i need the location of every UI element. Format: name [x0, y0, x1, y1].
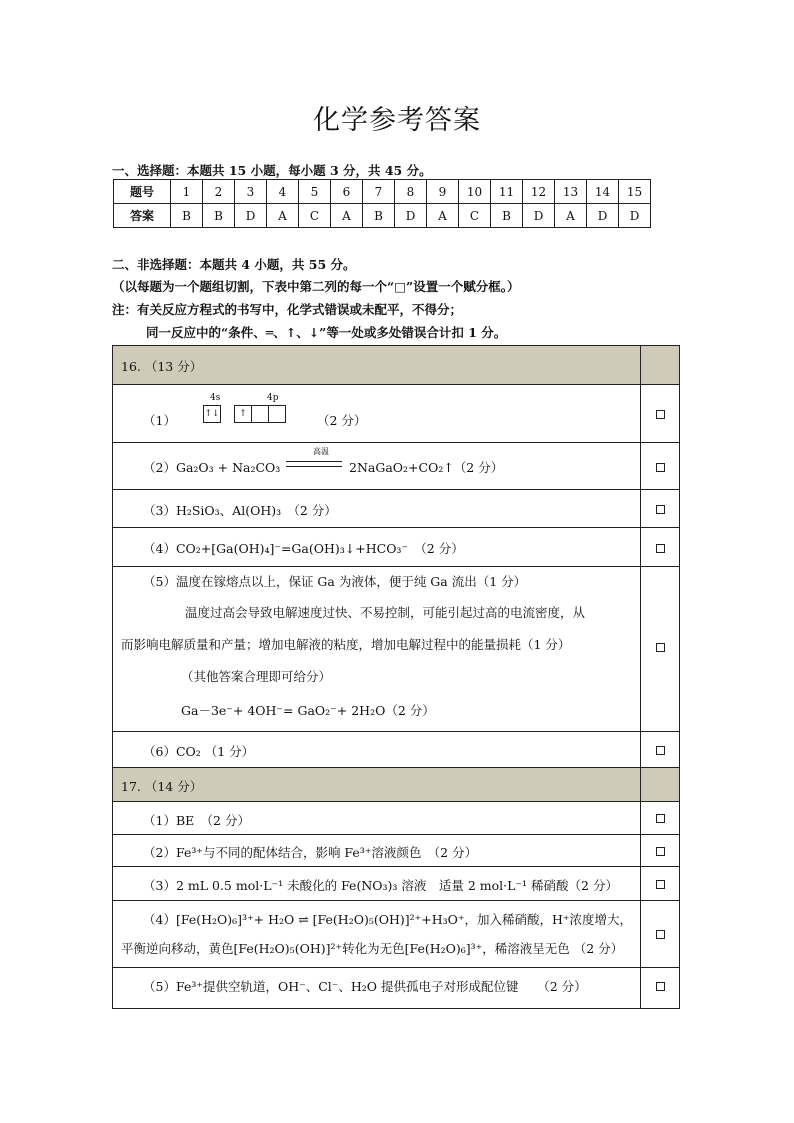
q-number: 2 — [203, 180, 235, 204]
q16-header: 16. （13 分） — [121, 359, 203, 374]
answer-cell: B — [491, 204, 523, 228]
q-number: 3 — [235, 180, 267, 204]
section2-note-2: 注：有关反应方程式的书写中，化学式错误或未配平，不得分； — [112, 302, 463, 317]
answer-cell: D — [587, 204, 619, 228]
orbital-4s-label: 4s — [210, 393, 221, 403]
answer-cell: D — [523, 204, 555, 228]
score-box[interactable] — [656, 463, 665, 472]
q17-header-row — [113, 768, 679, 802]
q-number: 10 — [459, 180, 491, 204]
section2-note-3: 同一反应中的“条件、═、↑、↓”等一处或多处错误合计扣 1 分。 — [146, 325, 507, 340]
q17-part3-row — [113, 867, 679, 901]
q16-part4-text: （4）CO₂+[Ga(OH)₄]⁻=Ga(OH)₃↓+HCO₃⁻ （2 分） — [143, 541, 464, 556]
q17-part1-row — [113, 802, 679, 835]
q-number: 13 — [555, 180, 587, 204]
orbital-4p-label: 4p — [267, 393, 279, 403]
q16-part1-label: （1） — [143, 413, 176, 428]
score-box[interactable] — [656, 814, 665, 823]
table-row-answers — [114, 204, 651, 228]
q17-part4-row — [113, 901, 679, 968]
score-box[interactable] — [656, 982, 665, 991]
q17-part2-row — [113, 835, 679, 867]
score-box[interactable] — [656, 505, 665, 514]
q17-part4-cell — [113, 901, 641, 967]
q16-part6-text: （6）CO₂ （1 分） — [143, 744, 255, 759]
answer-grid — [112, 345, 680, 1009]
q16-part3-text: （3）H₂SiO₃、Al(OH)₃ （2 分） — [143, 503, 337, 518]
q17-part1-text: （1）BE （2 分） — [143, 813, 250, 828]
q-number: 15 — [619, 180, 651, 204]
q17-part5-cell — [113, 968, 641, 1008]
q16-part3-row — [113, 490, 679, 528]
q16-part5-cell — [113, 567, 641, 731]
q16-part4-row — [113, 528, 679, 567]
answer-cell: C — [299, 204, 331, 228]
q16-part5-line-1: （5）温度在镓熔点以上，保证 Ga 为液体，便于纯 Ga 流出（1 分） — [143, 574, 527, 589]
q16-header-row — [113, 346, 679, 385]
answer-cell: B — [363, 204, 395, 228]
q17-part2-cell — [113, 835, 641, 866]
q17-part5-text: （5）Fe³⁺提供空轨道，OH⁻、Cl⁻、H₂O 提供孤电子对形成配位键 （2 分） — [143, 979, 587, 994]
q16-part1-row — [113, 385, 679, 443]
mc-answer-table — [113, 179, 651, 228]
orbital-4p-box-2 — [251, 405, 269, 423]
table-row-numbers — [114, 180, 651, 204]
answer-cell: A — [427, 204, 459, 228]
row-label-answer: 答案 — [114, 204, 171, 228]
q-number: 5 — [299, 180, 331, 204]
q16-part5-line-2: 温度过高会导致电解速度过快、不易控制，可能引起过高的电流密度，从 — [185, 605, 586, 620]
orbital-4p-box-3 — [268, 405, 286, 423]
row-label-question: 题号 — [114, 180, 171, 204]
q16-part6-cell — [113, 732, 641, 767]
q16-part2-cell — [113, 443, 641, 489]
score-box[interactable] — [656, 643, 665, 652]
score-box[interactable] — [656, 544, 665, 553]
q17-part5-row — [113, 968, 679, 1008]
q16-part4-cell — [113, 528, 641, 566]
q17-header-cell — [113, 768, 641, 801]
q16-part5-line-5: Ga－3e⁻+ 4OH⁻= GaO₂⁻+ 2H₂O（2 分） — [181, 703, 435, 718]
q16-part1-cell — [113, 385, 641, 442]
q-number: 6 — [331, 180, 363, 204]
q-number: 12 — [523, 180, 555, 204]
page-title: 化学参考答案 — [313, 105, 481, 136]
answer-cell: A — [555, 204, 587, 228]
q-number: 7 — [363, 180, 395, 204]
equals-sign — [286, 461, 342, 467]
reaction-condition: 高温 — [313, 447, 329, 456]
answer-cell: B — [171, 204, 203, 228]
score-box[interactable] — [656, 880, 665, 889]
q16-part2-reactants: （2）Ga₂O₃ + Na₂CO₃ — [143, 460, 281, 475]
answer-cell: C — [459, 204, 491, 228]
q16-part1-score: （2 分） — [317, 413, 367, 428]
q16-part5-row — [113, 567, 679, 732]
q17-part3-text: （3）2 mL 0.5 mol·L⁻¹ 未酸化的 Fe(NO₃)₃ 溶液 适量 2 mol·L⁻¹ 稀硝酸（2 分） — [143, 878, 618, 893]
score-box[interactable] — [656, 847, 665, 856]
section1-heading: 一、选择题：本题共 15 小题，每小题 3 分，共 45 分。 — [112, 163, 432, 178]
section2-heading: 二、非选择题：本题共 4 小题，共 55 分。 — [112, 257, 356, 272]
q17-header: 17. （14 分） — [121, 779, 203, 794]
answer-cell: D — [619, 204, 651, 228]
answer-cell: B — [203, 204, 235, 228]
q17-part3-cell — [113, 867, 641, 900]
score-box[interactable] — [656, 410, 665, 419]
section2-note-1: （以每题为一个题组切割，下表中第二列的每一个“□”设置一个赋分框。） — [112, 279, 520, 294]
q16-part5-line-3: 而影响电解质量和产量；增加电解液的粘度，增加电解过程中的能量损耗（1 分） — [121, 637, 571, 652]
score-box[interactable] — [656, 930, 665, 939]
q-number: 14 — [587, 180, 619, 204]
answer-cell: D — [395, 204, 427, 228]
q17-part4-line-1: （4）[Fe(H₂O)₆]³⁺+ H₂O ⇌ [Fe(H₂O)₅(OH)]²⁺+H₃O⁺，加入稀硝酸，H⁺浓度增大， — [143, 912, 632, 927]
q16-part3-cell — [113, 490, 641, 527]
answer-cell: A — [331, 204, 363, 228]
answer-cell: A — [267, 204, 299, 228]
q16-part2-products: 2NaGaO₂+CO₂↑（2 分） — [349, 460, 504, 475]
q-number: 9 — [427, 180, 459, 204]
q16-header-cell — [113, 346, 641, 384]
score-box[interactable] — [656, 746, 665, 755]
orbital-4s-box: ↑↓ — [203, 405, 221, 423]
q-number: 4 — [267, 180, 299, 204]
orbital-4p-box-1: ↑ — [234, 405, 252, 423]
q16-part2-row — [113, 443, 679, 490]
q16-part5-line-4: （其他答案合理即可给分） — [181, 669, 332, 684]
q-number: 1 — [171, 180, 203, 204]
q17-part4-line-2: 平衡逆向移动，黄色[Fe(H₂O)₅(OH)]²⁺转化为无色[Fe(H₂O)₆]³⁺，稀溶液呈无色 （2 分） — [121, 941, 624, 956]
q16-part6-row — [113, 732, 679, 768]
q17-part2-text: （2）Fe³⁺与不同的配体结合，影响 Fe³⁺溶液颜色 （2 分） — [143, 845, 478, 860]
q17-part1-cell — [113, 802, 641, 834]
q-number: 11 — [491, 180, 523, 204]
q-number: 8 — [395, 180, 427, 204]
answer-cell: D — [235, 204, 267, 228]
